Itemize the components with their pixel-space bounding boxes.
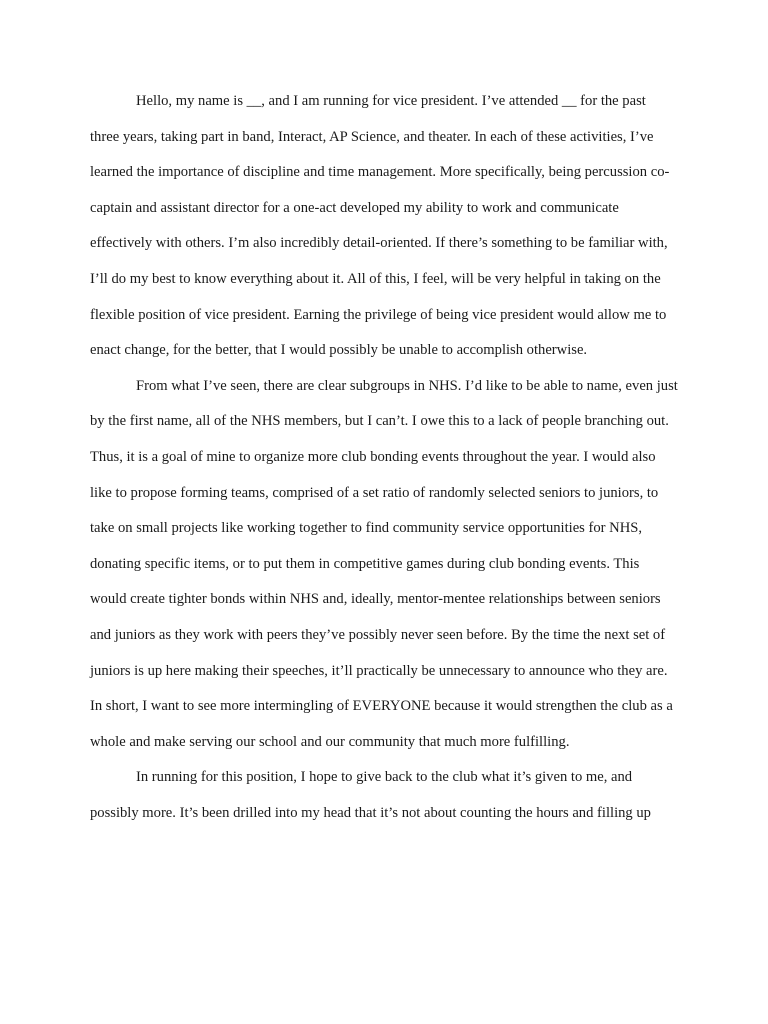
paragraph-3: In running for this position, I hope to give back to the club what it’s given to me, and possibly more. It’s been drilled into my head that it’s not about counting the hours and filling up: [90, 769, 651, 821]
paragraph-1: Hello, my name is __, and I am running for vice president. I’ve attended __ for the past three years, taking part in band, Interact, AP Science, and theater. In each of these activities, I’ve learned the importance of discipline and time management. More specifically, being percussion co-captain and assistant director for a one-act developed my ability to work and communicate effectively with others. I’m also incredibly detail-oriented. If there’s something to be familiar with, I’ll do my best to know everything about it. All of this, I feel, will be very helpful in taking on the flexible position of vice president. Earning the privilege of being vice president would allow me to enact change, for the better, that I would possibly be unable to accomplish otherwise.: [90, 93, 670, 359]
paragraph-2: From what I’ve seen, there are clear subgroups in NHS. I’d like to be able to name, even just by the first name, all of the NHS members, but I can’t. I owe this to a lack of people branching out. Thus, it is a goal of mine to organize more club bonding events throughout the year. I would also like to propose forming teams, comprised of a set ratio of randomly selected seniors to juniors, to take on small projects like working together to find community service opportunities for NHS, donating specific items, or to put them in competitive games during club bonding events. This would create tighter bonds within NHS and, ideally, mentor-mentee relationships between seniors and juniors as they work with peers they’ve possibly never seen before. By the time the next set of juniors is up here making their speeches, it’ll practically be unnecessary to announce who they are. In short, I want to see more intermingling of EVERYONE because it would strengthen the club as a whole and make serving our school and our community that much more fulfilling.: [90, 377, 678, 750]
document-body: [90, 84, 678, 831]
